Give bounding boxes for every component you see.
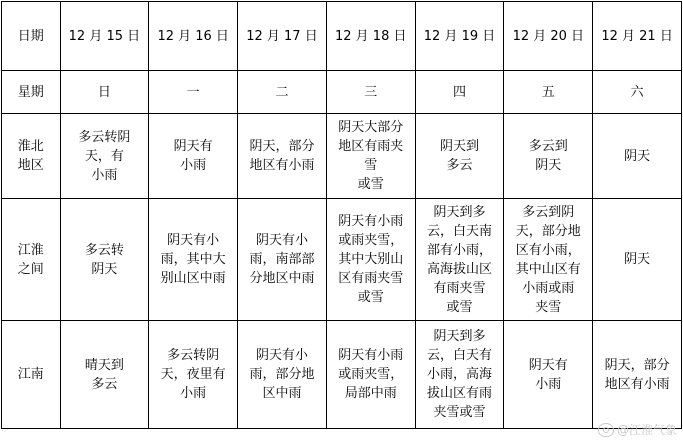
forecast-cell: 阴天有 小雨 — [504, 321, 593, 429]
weekday-label: 星期 — [2, 71, 61, 114]
weekday-row — [2, 71, 682, 114]
region-label: 江淮 之间 — [2, 199, 61, 321]
forecast-cell: 多云转阴 天，夜里有 小雨 — [149, 321, 238, 429]
weibo-logo-icon — [598, 423, 614, 437]
forecast-cell: 多云转阴 天，有 小雨 — [60, 114, 149, 199]
weekday-cell: 四 — [415, 71, 504, 114]
forecast-cell: 阴天 — [593, 199, 682, 321]
weekday-cell: 六 — [593, 71, 682, 114]
forecast-cell: 阴天到多 云，白天有 小雨，高海 拔山区有雨 夹雪或雪 — [415, 321, 504, 429]
region-label: 江南 — [2, 321, 61, 429]
weekday-cell: 日 — [60, 71, 149, 114]
forecast-cell: 阴天，部分 地区有小雨 — [238, 114, 327, 199]
forecast-cell: 多云到 阴天 — [504, 114, 593, 199]
forecast-cell: 阴天 — [593, 114, 682, 199]
forecast-cell: 阴天，部分 地区有小雨 — [593, 321, 682, 429]
date-cell: 12 月 19 日 — [415, 2, 504, 71]
forecast-cell: 阴天有小 雨，其中大 别山区中雨 — [149, 199, 238, 321]
date-label: 日期 — [2, 2, 61, 71]
date-cell: 12 月 17 日 — [238, 2, 327, 71]
region-row-huaibei — [2, 114, 682, 199]
date-row — [2, 2, 682, 71]
forecast-cell: 多云到阴 天，部分地 区有小雨， 其中山区有 小雨或雨 夹雪 — [504, 199, 593, 321]
weekday-cell: 一 — [149, 71, 238, 114]
forecast-cell: 阴天有小 雨，部分地 区中雨 — [238, 321, 327, 429]
forecast-cell: 阴天有小 雨，南部部 分地区中雨 — [238, 199, 327, 321]
date-cell: 12 月 20 日 — [504, 2, 593, 71]
forecast-cell: 多云转 阴天 — [60, 199, 149, 321]
forecast-cell: 阴天有小雨 或雨夹雪， 其中大别山 区有雨夹雪 或雪 — [326, 199, 415, 321]
watermark-text: @江淮气象 — [616, 423, 677, 437]
date-cell: 12 月 21 日 — [593, 2, 682, 71]
region-label: 淮北 地区 — [2, 114, 61, 199]
weekday-cell: 五 — [504, 71, 593, 114]
date-cell: 12 月 15 日 — [60, 2, 149, 71]
region-row-jiangnan — [2, 321, 682, 429]
forecast-cell: 阴天大部分 地区有雨夹 雪 或雪 — [326, 114, 415, 199]
forecast-cell: 阴天到多 云，白天南 部有小雨， 高海拔山区 有雨夹雪 或雪 — [415, 199, 504, 321]
forecast-cell: 阴天有 小雨 — [149, 114, 238, 199]
forecast-cell: 阴天到 多云 — [415, 114, 504, 199]
weekday-cell: 三 — [326, 71, 415, 114]
forecast-cell: 晴天到 多云 — [60, 321, 149, 429]
region-row-jianghuai — [2, 199, 682, 321]
weekday-cell: 二 — [238, 71, 327, 114]
watermark — [598, 421, 677, 438]
date-cell: 12 月 18 日 — [326, 2, 415, 71]
forecast-table — [1, 1, 682, 429]
date-cell: 12 月 16 日 — [149, 2, 238, 71]
forecast-cell: 阴天有小雨 或雨夹雪， 局部中雨 — [326, 321, 415, 429]
